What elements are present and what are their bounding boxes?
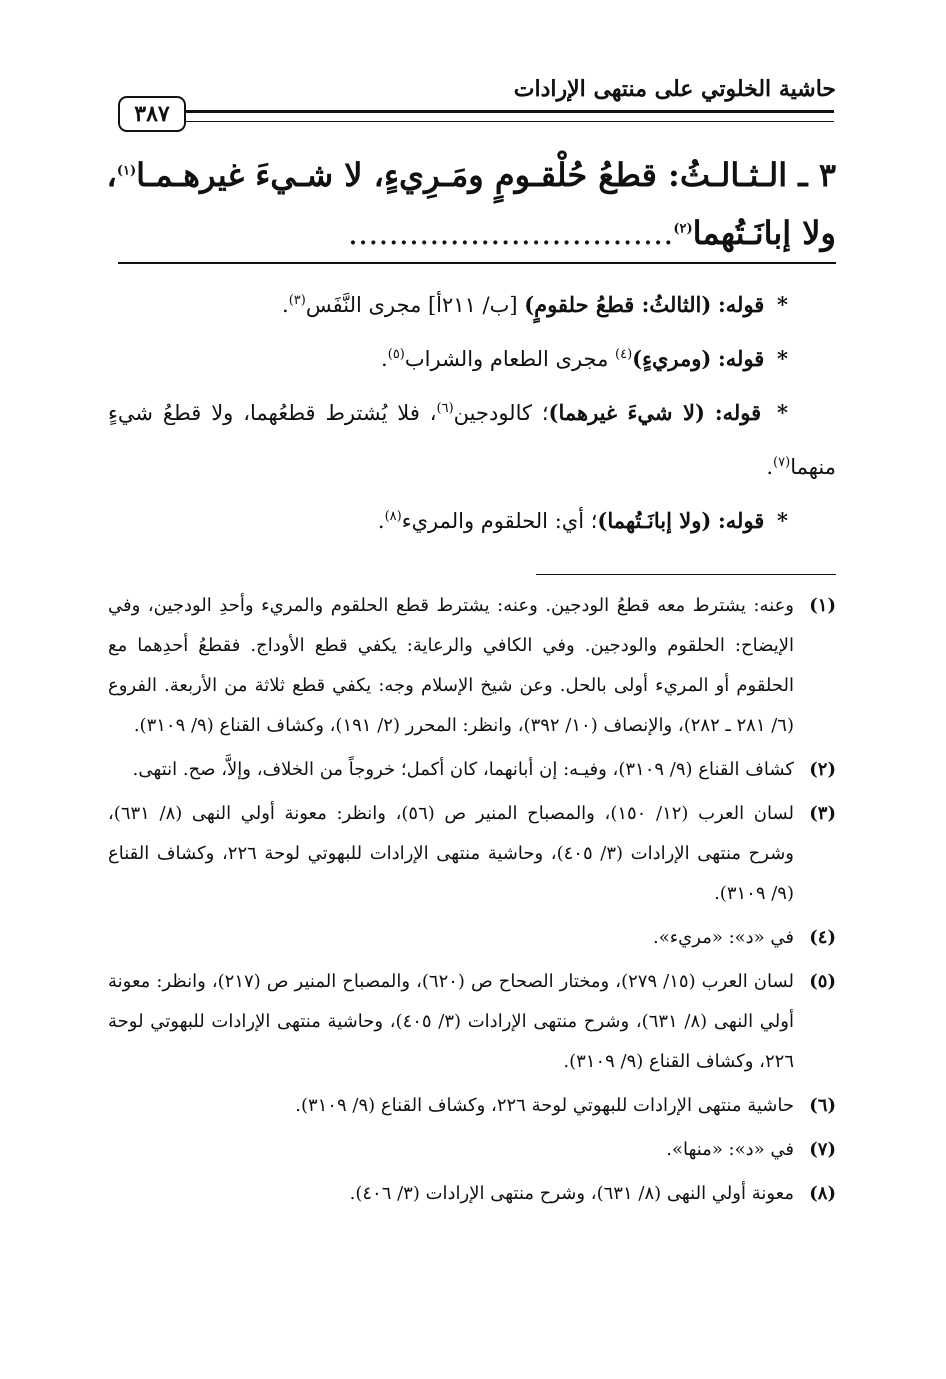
qawl-label: قوله:: [714, 400, 762, 425]
matn-text: [108, 146, 836, 262]
matn-dots: ................................: [347, 214, 674, 252]
footnote-ref: (٧): [773, 455, 791, 470]
commentary-text-middle: ، فلا يُشترط قطعُهما، ولا قطعُ شيءٍ منهما: [108, 401, 836, 479]
footnotes: [108, 586, 836, 1218]
footnote-text: في «د»: «مريء».: [652, 927, 794, 948]
footnote: [108, 794, 836, 914]
footnote-number: (٧): [809, 1139, 836, 1160]
page-number: ٣٨٧: [118, 96, 186, 132]
matn-rule: [118, 262, 836, 264]
matn-line-1-text: ٣ ـ الـثـالـثُ: قطعُ حُلْقـومٍ ومَـرِيءٍ، لا شـيءَ غيرهـمـا: [136, 156, 836, 194]
commentary-text-end: .: [381, 347, 388, 371]
footnote: [108, 1174, 836, 1214]
commentary-text-end: .: [377, 509, 385, 533]
footnote-text: حاشية منتهى الإرادات للبهوتي لوحة ٢٢٦، وكشاف القناع (٩/ ٣١٠٩).: [295, 1095, 794, 1116]
commentary-entry: [108, 386, 836, 494]
footnote: [108, 918, 836, 958]
qawl-label: قوله:: [718, 346, 765, 371]
footnote-text: لسان العرب (١٢/ ١٥٠)، والمصباح المنير ص (٥٦)، وانظر: معونة أولي النهى (٨/ ٦٣١)، وشرح منتهى الإرادات (٣/ ٤٠٥)، وحاشية منتهى الإرادات للبهوتي لوحة ٢٢٦، وكشاف القناع (٩/ ٣١٠٩).: [108, 803, 794, 904]
matn-line-2-text: ولا إبانَـتُهما: [692, 214, 836, 252]
footnote-number: (٢): [809, 759, 836, 780]
footnote-ref: (٥): [387, 347, 405, 362]
matn-quote: (ولا إبانَـتُهما): [597, 508, 712, 533]
matn-quote: (الثالثُ: قطعُ حلقومٍ): [524, 292, 712, 317]
footnote: [108, 750, 836, 790]
commentary-text-end: .: [282, 293, 289, 317]
matn-line-1-end: ،: [106, 156, 117, 194]
footnote-number: (١): [809, 595, 836, 616]
footnote-text: وعنه: يشترط معه قطعُ الودجين. وعنه: يشترط قطع الحلقوم والمريء وأحدِ الودجين، وفي الإيضاح: الحلقوم والودجين. وفي الكافي والرعاية: يكفي قطع الأوداج. فقطعُ أحدِهما مع الحلقوم أو المريء أولى بالحل. وعن شيخ الإسلام وجه: يكفي قطع ثلاثة من الأربعة. الفروع (٦/ ٢٨١ ـ ٢٨٢)، والإنصاف (١٠/ ٣٩٢)، وانظر: المحرر (٢/ ١٩١)، وكشاف القناع (٩/ ٣١٠٩).: [108, 595, 794, 736]
commentary-text: مجرى الطعام والشراب: [404, 347, 616, 371]
footnote-text: في «د»: «منها».: [666, 1139, 794, 1160]
star-marker: *: [777, 508, 788, 533]
footnote-ref: (٣): [288, 293, 306, 308]
footnote-text: كشاف القناع (٩/ ٣١٠٩)، وفيـه: إن أبانهما، كان أكمل؛ خروجاً من الخلاف، وإلاَّ، صح. انتهى.: [132, 759, 794, 780]
footnote-ref: (٢): [673, 221, 693, 237]
commentary: [108, 278, 836, 548]
footnote: [108, 1130, 836, 1170]
footnote-separator: [536, 574, 836, 575]
footnote-ref: (٦): [436, 401, 454, 416]
star-marker: *: [777, 346, 788, 371]
footnote: [108, 962, 836, 1082]
footnote: [108, 1086, 836, 1126]
footnote-number: (٤): [809, 927, 836, 948]
matn-quote: (لا شيءَ غيرهما): [548, 400, 705, 425]
footnote-number: (٨): [809, 1183, 836, 1204]
commentary-entry: [108, 332, 836, 386]
commentary-text-end: .: [766, 455, 774, 479]
footnote-number: (٣): [809, 803, 836, 824]
qawl-label: قوله:: [718, 508, 765, 533]
footnote-number: (٥): [809, 971, 836, 992]
commentary-text: ؛ كالودجين: [453, 401, 549, 425]
footnote-number: (٦): [809, 1095, 836, 1116]
star-marker: *: [777, 400, 788, 425]
star-marker: *: [777, 292, 788, 317]
footnote: [108, 586, 836, 746]
commentary-text: [ب/ ٢١١أ] مجرى النَّفَس: [305, 293, 525, 317]
qawl-label: قوله:: [718, 292, 765, 317]
matn-line-2: [108, 204, 836, 262]
running-title: حاشية الخلوتي على منتهى الإرادات: [513, 76, 836, 102]
footnote-text: معونة أولي النهى (٨/ ٦٣١)، وشرح منتهى الإرادات (٣/ ٤٠٦).: [349, 1183, 794, 1204]
footnote-text: لسان العرب (١٥/ ٢٧٩)، ومختار الصحاح ص (٦٢٠)، والمصباح المنير ص (٢١٧)، وانظر: معونة أولي النهى (٨/ ٦٣١)، وشرح منتهى الإرادات (٣/ ٤٠٥)، وحاشية منتهى الإرادات للبهوتي لوحة ٢٢٦، وكشاف القناع (٩/ ٣١٠٩).: [108, 971, 794, 1072]
footnote-ref: (٨): [384, 509, 402, 524]
commentary-text: ؛ أي: الحلقوم والمريء: [401, 509, 598, 533]
matn-line-1: [108, 146, 836, 204]
footnote-ref: (١): [116, 163, 137, 179]
matn-quote: (ومريءٍ): [632, 346, 712, 371]
header-rule: [184, 110, 834, 122]
footnote-ref: (٤): [615, 347, 633, 362]
commentary-entry: [108, 278, 836, 332]
commentary-entry: [108, 494, 836, 548]
